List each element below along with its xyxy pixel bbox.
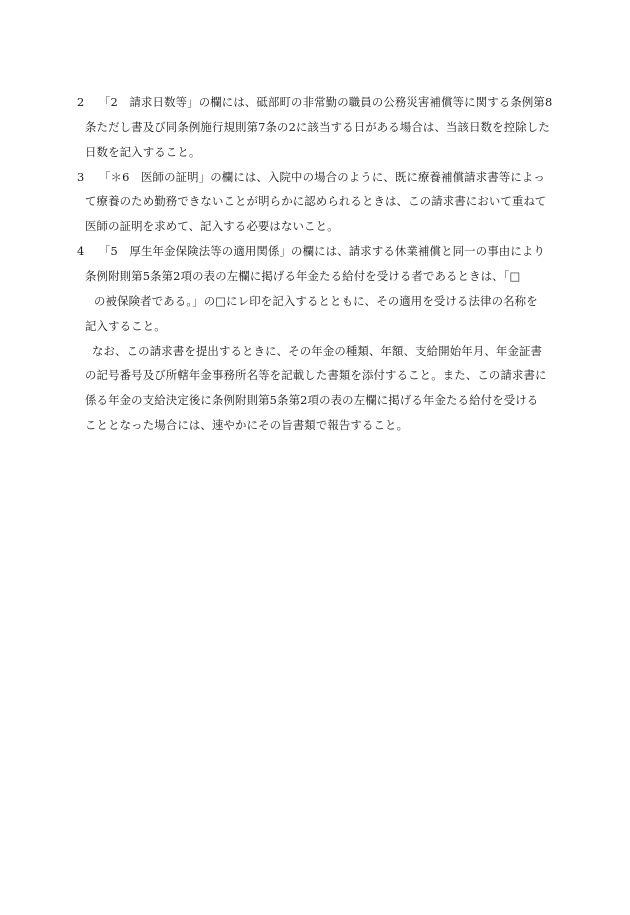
item-text-line: て療養のため勤務できないことが明らかに認められるときは、この請求書において重ねて (85, 194, 547, 208)
item-text-line: 条例附則第5条第2項の表の左欄に掲げる年金たる給付を受ける者であるときは、「□ (85, 269, 521, 283)
item-text-line: の被保険者である。」の□にレ印を記入するとともに、その適用を受ける法律の名称を (94, 294, 538, 308)
item-text-line: 「2 請求日数等」の欄には、砥部町の非常勤の職員の公務災害補償等に関する条例第8 (99, 95, 553, 109)
item-number: 3 (77, 170, 85, 184)
note-text-line: 係る年金の支給決定後に条例附則第5条第2項の表の左欄に掲げる年金たる給付を受ける (85, 393, 539, 407)
note-text-line: こととなった場合には、速やかにその旨書類で報告すること。 (85, 418, 409, 432)
item-text-line: 「5 厚生年金保険法等の適用関係」の欄には、請求する休業補償と同一の事由により (99, 244, 545, 258)
note-text-line: なお、この請求書を提出するときに、その年金の種類、年額、支給開始年月、年金証書 (92, 344, 543, 358)
item-text-line: 「＊6 医師の証明」の欄には、入院中の場合のように、既に療養補償請求書等によっ (99, 170, 545, 184)
item-text-line: 日数を記入すること。 (85, 145, 201, 159)
item-text-line: 条ただし書及び同条例施行規則第7条の2に該当する日がある場合は、当該日数を控除した (85, 120, 550, 134)
item-text-line: 記入すること。 (85, 319, 166, 333)
item-text-line: 医師の証明を求めて、記入する必要はないこと。 (85, 219, 339, 233)
item-number: 2 (77, 95, 85, 109)
item-number: 4 (77, 244, 85, 258)
note-text-line: の記号番号及び所轄年金事務所名等を記載した書類を添付すること。また、この請求書に (85, 368, 547, 382)
